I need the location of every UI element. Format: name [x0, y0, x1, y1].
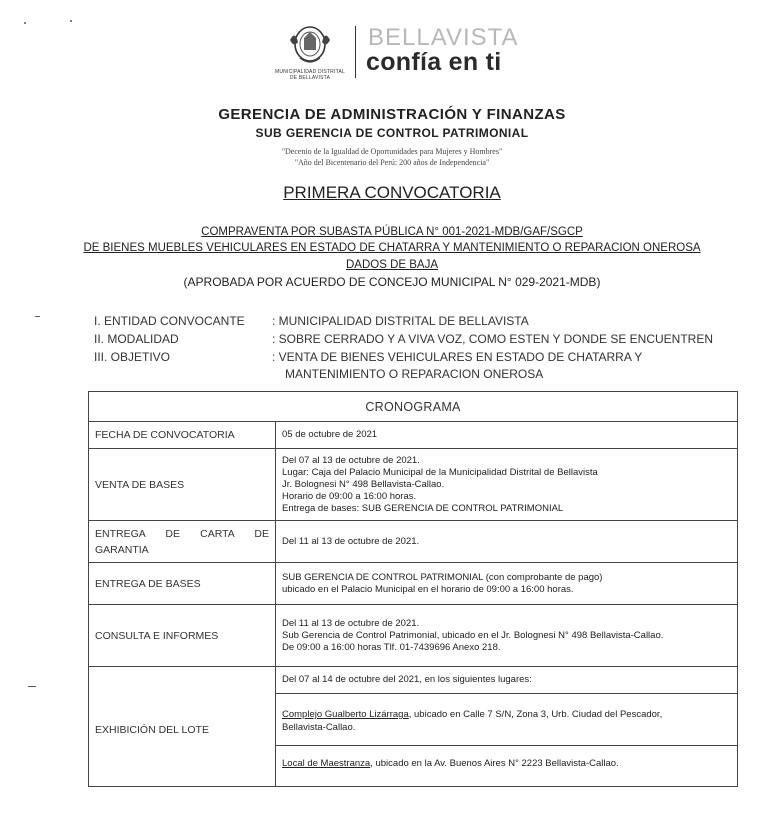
row-value — [276, 563, 738, 605]
text-line: Del 07 al 13 de octubre de 2021. — [282, 454, 420, 466]
auction-description-end: DADOS DE BAJA — [345, 259, 439, 271]
scan-speck — [70, 20, 72, 22]
info-value: : VENTA DE BIENES VEHICULARES EN ESTADO DE CHATARRA Y — [272, 350, 643, 364]
convocatoria-title: PRIMERA CONVOCATORIA — [283, 183, 501, 202]
text-line: Jr. Bolognesi N° 498 Bellavista-Callao. — [282, 478, 445, 490]
row-label: CONSULTA E INFORMES — [89, 605, 276, 667]
header-logo — [272, 22, 519, 84]
row-value: Del 11 al 13 de octubre de 2021. — [276, 521, 738, 563]
row-label: EXHIBICIÓN DEL LOTE — [89, 667, 276, 787]
auction-description: DE BIENES MUEBLES VEHICULARES EN ESTADO DE CHATARRA Y MANTENIMIENTO O REPARACION ONEROSA — [83, 242, 701, 254]
text-line: Horario de 09:00 a 16:00 horas. — [282, 490, 417, 502]
exhibition-place-2 — [276, 746, 737, 786]
row-label: ENTREGA DE CARTA DE GARANTIA — [89, 521, 276, 563]
auction-number: COMPRAVENTA POR SUBASTA PÚBLICA N° 001-2021-MDB/GAF/SGCP — [201, 226, 583, 238]
table-row — [89, 521, 738, 563]
table-row — [89, 605, 738, 667]
exhibition-intro: Del 07 al 14 de octubre del 2021, en los siguientes lugares: — [276, 667, 737, 694]
brand-name: BELLAVISTA — [368, 24, 519, 51]
info-value-continued: MANTENIMIENTO O REPARACION ONEROSA — [285, 367, 544, 381]
scan-speck — [28, 686, 36, 687]
text-line: Sub Gerencia de Control Patrimonial, ubicado en el Jr. Bolognesi N° 498 Bellavista-Callao. — [282, 629, 664, 641]
brand-slogan: confía en ti — [366, 48, 502, 76]
table-row — [89, 449, 738, 521]
row-label: VENTA DE BASES — [89, 449, 276, 521]
scan-speck — [24, 22, 26, 24]
text-line: ubicado en el Palacio Municipal en el horario de 09:00 a 16:00 horas. — [282, 583, 574, 595]
cronograma-table — [88, 391, 738, 787]
row-label: ENTREGA DE BASES — [89, 563, 276, 605]
municipal-seal-icon — [286, 22, 334, 66]
decree-line-1: "Decenio de la Igualdad de Oportunidades para Mujeres y Hombres" — [281, 147, 503, 156]
place-name: Complejo Gualberto Lizárraga — [282, 709, 409, 720]
seal-caption-line2: DE BELLAVISTA — [289, 75, 331, 81]
row-value — [276, 667, 738, 787]
table-row — [89, 667, 738, 787]
logo-divider — [355, 26, 356, 78]
row-value: 05 de octubre de 2021 — [276, 422, 738, 449]
table-row — [89, 563, 738, 605]
seal-caption-line1: MUNICIPALIDAD DISTRITAL — [275, 69, 345, 75]
row-value — [276, 449, 738, 521]
approval-note: (APROBADA POR ACUERDO DE CONCEJO MUNICIPAL N° 029-2021-MDB) — [183, 275, 601, 289]
decree-line-2: "Año del Bicentenario del Perú: 200 años de Independencia" — [294, 158, 490, 167]
row-value — [276, 605, 738, 667]
text-line: Entrega de bases: SUB GERENCIA DE CONTROL PATRIMONIAL — [282, 502, 564, 514]
place-address: , ubicado en Calle 7 S/N, Zona 3, Urb. Ciudad del Pescador, — [408, 709, 663, 720]
seal-caption — [272, 69, 348, 81]
place-address: , ubicado en la Av. Buenos Aires N° 2223 Bellavista-Callao. — [370, 758, 619, 769]
text-line: De 09:00 a 16:00 horas Tlf. 01-7439696 Anexo 218. — [282, 641, 501, 653]
text-line: Del 11 al 13 de octubre de 2021. — [282, 617, 420, 629]
exhibition-place-1 — [276, 694, 737, 746]
text-line: SUB GERENCIA DE CONTROL PATRIMONIAL (con comprobante de pago) — [282, 571, 603, 583]
info-label: III. OBJETIVO — [94, 350, 171, 364]
table-header-row — [89, 392, 738, 422]
info-value: : SOBRE CERRADO Y A VIVA VOZ, COMO ESTEN Y DONDE SE ENCUENTREN — [272, 332, 713, 346]
info-label: I. ENTIDAD CONVOCANTE — [94, 314, 245, 328]
place-address-line2: Bellavista-Callao. — [282, 722, 356, 733]
place-name: Local de Maestranza — [282, 758, 371, 769]
row-label: FECHA DE CONVOCATORIA — [89, 422, 276, 449]
department-title: GERENCIA DE ADMINISTRACIÓN Y FINANZAS — [218, 106, 566, 123]
cronograma-title: CRONOGRAMA — [89, 392, 738, 422]
table-row — [89, 422, 738, 449]
scan-speck — [35, 316, 40, 317]
info-value: : MUNICIPALIDAD DISTRITAL DE BELLAVISTA — [272, 314, 529, 328]
info-label: II. MODALIDAD — [94, 332, 179, 346]
subdepartment-title: SUB GERENCIA DE CONTROL PATRIMONIAL — [255, 126, 529, 140]
text-line: Lugar: Caja del Palacio Municipal de la Municipalidad Distrital de Bellavista — [282, 466, 598, 478]
